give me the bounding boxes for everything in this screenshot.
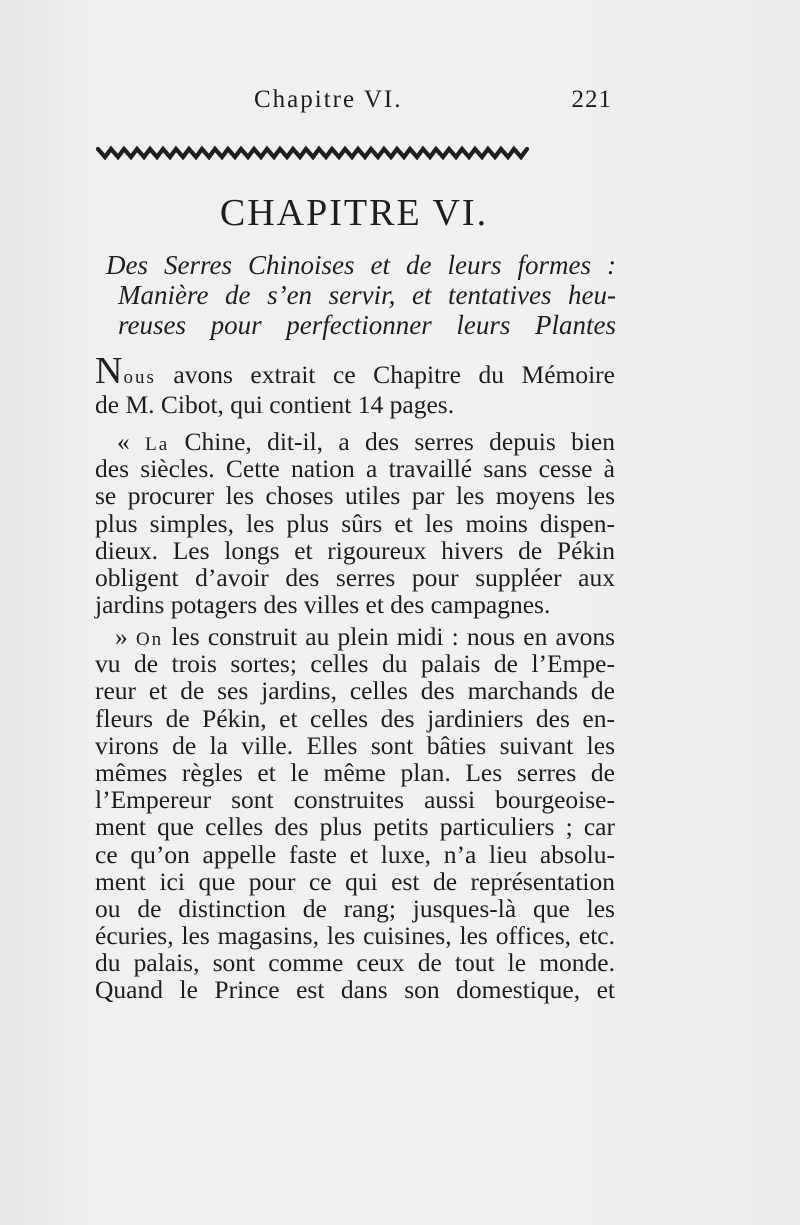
- paragraph-line: du palais, sont comme ceux de tout le monde.: [95, 948, 615, 978]
- subtitle-line: reuses pour perfectionner leurs Plantes: [118, 310, 616, 340]
- paragraph-line: reur et de ses jardins, celles des marchands de: [95, 676, 615, 706]
- page-number: 221: [571, 86, 612, 113]
- chapter-subtitle: [106, 250, 616, 340]
- paragraph-line: Quand le Prince est dans son domestique, et: [95, 975, 615, 1005]
- paragraph-line: l’Empereur sont construites aussi bourgeoise-: [95, 785, 615, 815]
- running-header: [96, 86, 612, 122]
- paragraph-line: des siècles. Cette nation a travaillé sans cesse à: [95, 454, 615, 484]
- paragraph-line: ce qu’on appelle faste et luxe, n’a lieu absolu-: [95, 839, 615, 869]
- paragraph-line: écuries, les magasins, les cuisines, les offices, etc.: [95, 921, 615, 951]
- paragraph-line: vu de trois sortes; celles du palais de l’Empe-: [95, 649, 615, 679]
- paragraph-line: ment que celles des plus petits particuliers ; car: [95, 812, 615, 842]
- paragraph-line: » On les construit au plein midi : nous en avons: [115, 622, 615, 651]
- paragraph-line: obligent d’avoir des serres pour suppléer aux: [95, 562, 615, 592]
- paragraph-line: de M. Cibot, qui contient 14 pages.: [95, 390, 455, 419]
- paragraph-line: « La Chine, dit-il, a des serres depuis bien: [117, 427, 616, 456]
- running-title: Chapitre VI.: [254, 86, 403, 113]
- paragraph-line: jardins potagers des villes et des campagnes.: [95, 590, 551, 620]
- paragraph-line: mêmes règles et le même plan. Les serres de: [95, 757, 615, 787]
- paragraph-line: dieux. Les longs et rigoureux hivers de Pékin: [95, 535, 615, 565]
- small-caps-lead: On: [135, 629, 164, 650]
- paragraph-intro: [95, 350, 615, 420]
- paragraph-line: Nous avons extrait ce Chapitre du Mémoire: [95, 350, 615, 392]
- paragraph-line: plus simples, les plus sûrs et les moins dispen-: [95, 508, 615, 538]
- paragraph-construction: [95, 623, 615, 1004]
- paragraph-line: virons de la ville. Elles sont bâties suivant les: [95, 730, 615, 760]
- drop-cap: N: [95, 350, 124, 392]
- paragraph-line: ou de distinction de rang; jusques-là que les: [95, 893, 615, 923]
- small-caps-lead: ous: [123, 367, 156, 388]
- paragraph-china-serres: [95, 428, 615, 618]
- paragraph-line: ment ici que pour ce qui est de représentation: [95, 866, 615, 896]
- subtitle-line: Manière de s’en servir, et tentatives heu-: [118, 280, 616, 310]
- wave-ornament-rule: [96, 143, 610, 163]
- subtitle-line: Des Serres Chinoises et de leurs formes :: [106, 250, 616, 280]
- paragraph-line: fleurs de Pékin, et celles des jardiniers des en-: [95, 703, 615, 733]
- chapter-title: CHAPITRE VI.: [219, 192, 489, 234]
- paragraph-line: se procurer les choses utiles par les moyens les: [95, 481, 615, 511]
- small-caps-lead: La: [145, 434, 170, 455]
